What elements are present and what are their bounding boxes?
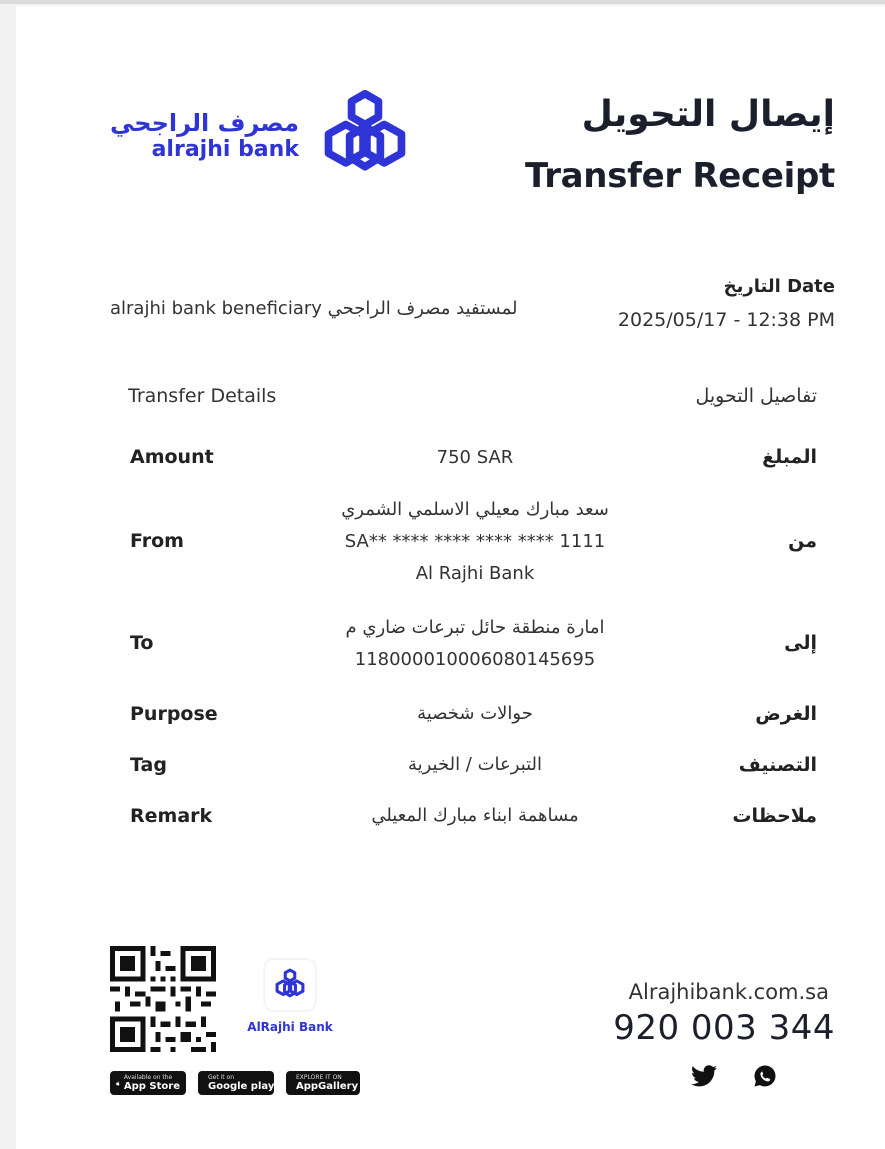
brand-name-english: alrajhi bank	[151, 137, 299, 162]
app-name: AlRajhi Bank	[247, 1020, 333, 1034]
from-label-english: From	[130, 530, 184, 552]
to-name: امارة منطقة حائل تبرعات ضاري م	[345, 617, 605, 638]
tag-label-english: Tag	[130, 754, 167, 776]
amount-label-english: Amount	[130, 446, 214, 468]
apple-icon	[116, 1077, 120, 1090]
title-english: Transfer Receipt	[525, 156, 835, 196]
brand-name-arabic: مصرف الراجحي	[110, 109, 299, 137]
google-play-badge[interactable]	[198, 1071, 274, 1095]
whatsapp-icon[interactable]	[753, 1064, 777, 1088]
app-store-name: App Store	[123, 1081, 180, 1092]
brand-logo-block	[110, 88, 413, 184]
date-label-arabic: التاريخ	[723, 276, 781, 297]
qr-code-icon[interactable]	[110, 946, 216, 1052]
beneficiary-english: alrajhi bank beneficiary	[110, 298, 322, 319]
appgallery-caption: EXPLORE IT ON	[296, 1074, 342, 1081]
google-play-caption: Get it on	[208, 1074, 235, 1081]
phone-number[interactable]: 920 003 344	[613, 1008, 835, 1048]
from-name: سعد مبارك معيلي الاسلمي الشمري	[341, 499, 609, 520]
title-arabic: إيصال التحويل	[581, 94, 835, 135]
date-label-english: Date	[787, 276, 835, 297]
amount-text: 750 SAR	[436, 447, 514, 468]
from-label-arabic: من	[788, 530, 817, 552]
to-account: 1180000100060801456​95	[354, 649, 596, 670]
purpose-label-arabic: الغرض	[755, 703, 817, 725]
tag-text: التبرعات / الخيرية	[407, 754, 543, 775]
beneficiary-arabic: لمستفيد مصرف الراجحي	[327, 298, 518, 319]
to-label-english: To	[130, 632, 154, 654]
app-icon[interactable]	[265, 960, 315, 1010]
twitter-icon[interactable]	[691, 1065, 717, 1087]
top-divider	[0, 0, 885, 4]
amount-label-arabic: المبلغ	[762, 446, 817, 468]
tag-value	[280, 749, 670, 781]
transfer-details-heading-english: Transfer Details	[128, 385, 277, 407]
from-value	[280, 494, 670, 590]
alrajhi-logo-icon	[317, 88, 413, 184]
appgallery-badge[interactable]	[286, 1071, 360, 1095]
store-badges	[110, 1071, 360, 1095]
purpose-label-english: Purpose	[130, 703, 218, 725]
app-store-badge[interactable]	[110, 1071, 186, 1095]
alrajhi-app-logo-icon	[273, 968, 307, 1002]
beneficiary-type	[110, 298, 517, 319]
date-label	[724, 276, 835, 297]
brand-wordmark	[110, 109, 299, 163]
app-promo[interactable]	[247, 960, 333, 1034]
remark-label-arabic: ملاحظات	[732, 805, 817, 827]
to-value	[280, 612, 670, 676]
transfer-details-heading-arabic: تفاصيل التحويل	[695, 385, 817, 407]
from-bank: Al Rajhi Bank	[415, 563, 535, 584]
date-value: 2025/05/17 - 12:38 PM	[617, 309, 835, 331]
social-links	[691, 1064, 777, 1088]
to-label-arabic: إلى	[784, 632, 817, 654]
purpose-value	[280, 698, 670, 730]
tag-label-arabic: التصنيف	[738, 754, 817, 776]
amount-value	[280, 442, 670, 474]
remark-value	[280, 800, 670, 832]
google-play-name: Google play	[208, 1081, 275, 1092]
purpose-text: حوالات شخصية	[417, 703, 533, 724]
website-link[interactable]: Alrajhibank.com.sa	[628, 980, 829, 1004]
remark-text: مساهمة ابناء مبارك المعيلي	[371, 805, 579, 826]
appgallery-name: AppGallery	[296, 1081, 359, 1092]
from-account: SA** **** **** **** **** 1111	[344, 531, 606, 552]
app-store-caption: Available on the	[123, 1074, 173, 1081]
remark-label-english: Remark	[130, 805, 213, 827]
